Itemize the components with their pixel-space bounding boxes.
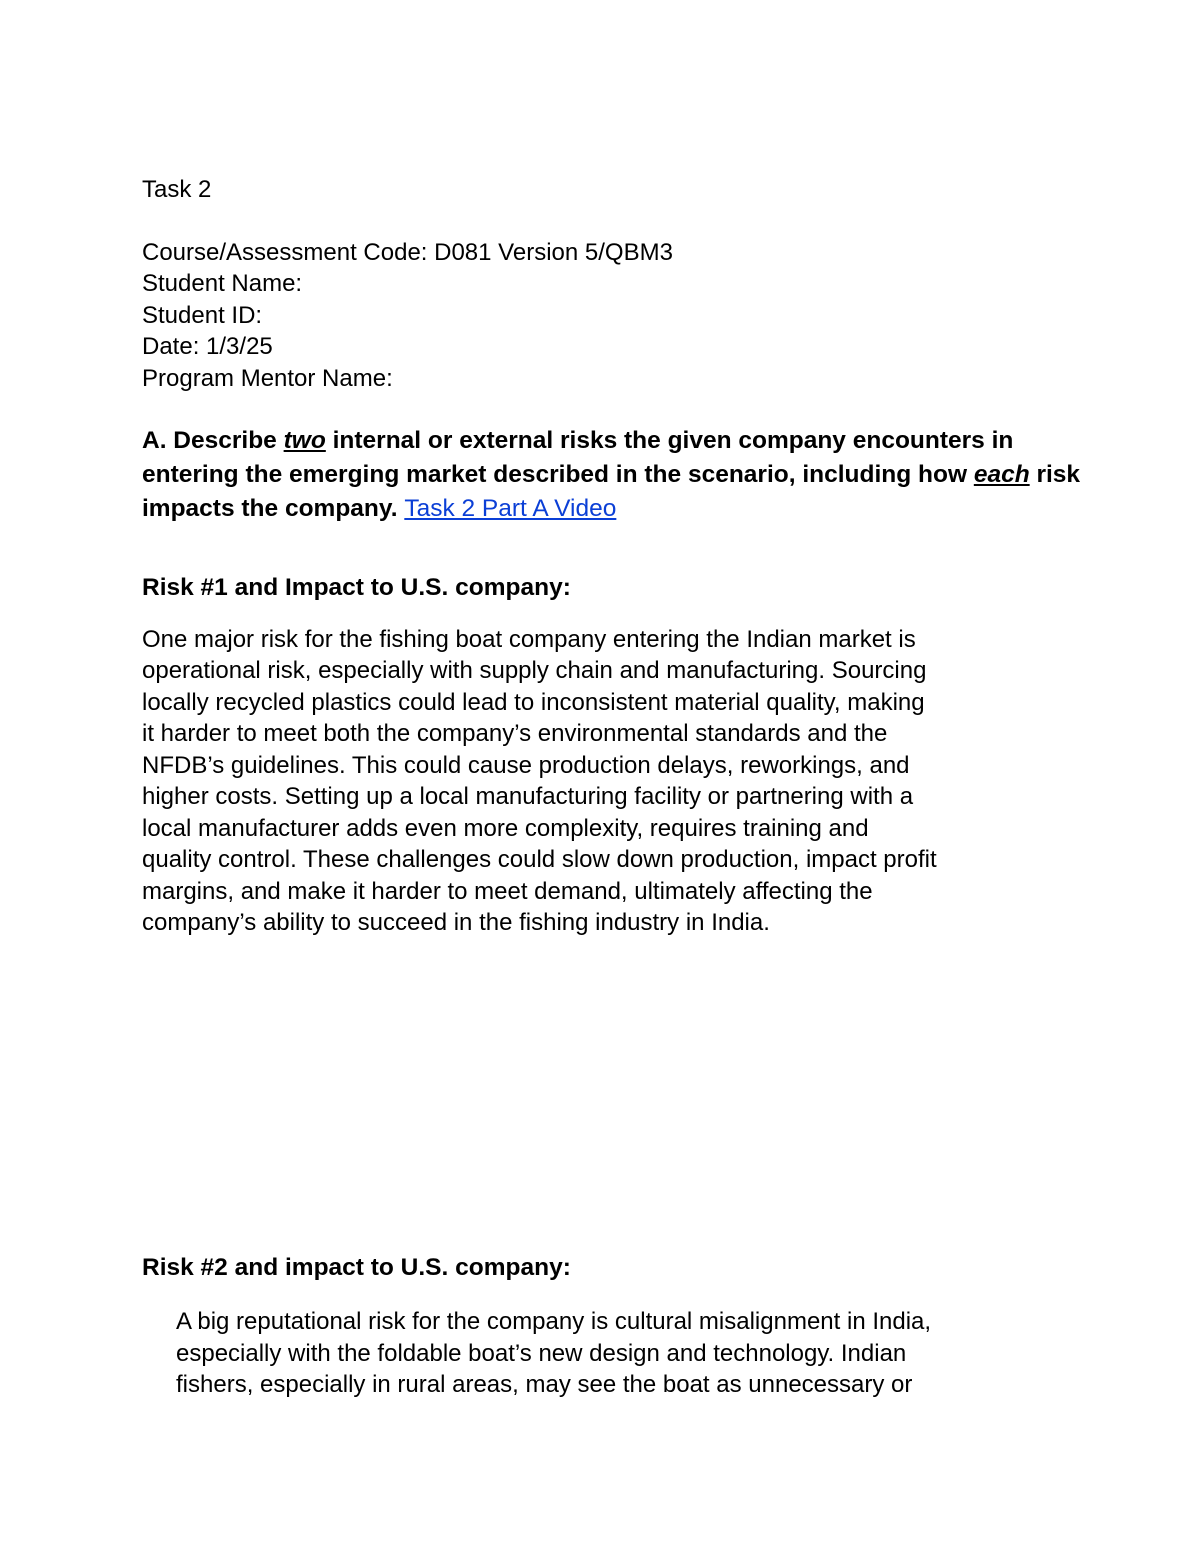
document-title: Task 2 — [142, 176, 212, 203]
risk1-heading: Risk #1 and Impact to U.S. company: — [142, 574, 571, 601]
program-mentor-name: Program Mentor Name: — [142, 364, 393, 392]
risk1-line: local manufacturer adds even more complexity, requires training and — [142, 814, 869, 842]
risk1-line: One major risk for the fishing boat company entering the Indian market is — [142, 625, 916, 653]
risk1-paragraph — [142, 624, 1082, 939]
course-code: Course/Assessment Code: D081 Version 5/QBM3 — [142, 238, 673, 266]
risk1-line: margins, and make it harder to meet demand, ultimately affecting the — [142, 877, 873, 905]
date: Date: 1/3/25 — [142, 333, 273, 360]
question-text-3: risk impacts the company. — [142, 461, 1081, 522]
assessment-meta — [142, 237, 1082, 395]
question-emphasis-two: two — [283, 427, 326, 454]
question-text-1: A. Describe — [142, 427, 284, 454]
student-id: Student ID: — [142, 301, 263, 329]
risk2-line: fishers, especially in rural areas, may see the boat as unnecessary or — [176, 1371, 913, 1398]
risk2-paragraph — [176, 1306, 1056, 1401]
risk1-line: quality control. These challenges could slow down production, impact profit — [142, 846, 937, 873]
risk1-line: operational risk, especially with supply chain and manufacturing. Sourcing — [142, 657, 927, 684]
risk1-line: it harder to meet both the company’s environmental standards and the — [142, 720, 888, 747]
student-name: Student Name: — [142, 270, 303, 297]
question-a — [142, 424, 1082, 526]
risk1-line: company’s ability to succeed in the fishing industry in India. — [142, 909, 770, 936]
risk2-heading: Risk #2 and impact to U.S. company: — [142, 1254, 571, 1281]
risk1-line: locally recycled plastics could lead to inconsistent material quality, making — [142, 688, 925, 716]
question-emphasis-each: each — [973, 461, 1030, 488]
risk2-line: A big reputational risk for the company is cultural misalignment in India, — [176, 1308, 932, 1335]
question-text-2: internal or external risks the given company encounters in entering the emerging market described in the scenario, including how — [142, 427, 1014, 488]
task-2-video-link[interactable]: Task 2 Part A Video — [404, 495, 617, 522]
risk1-line: NFDB’s guidelines. This could cause production delays, reworkings, and — [142, 751, 910, 779]
document-page — [142, 174, 1082, 939]
risk1-line: higher costs. Setting up a local manufacturing facility or partnering with a — [142, 783, 914, 810]
risk2-line: especially with the foldable boat’s new design and technology. Indian — [176, 1339, 907, 1367]
